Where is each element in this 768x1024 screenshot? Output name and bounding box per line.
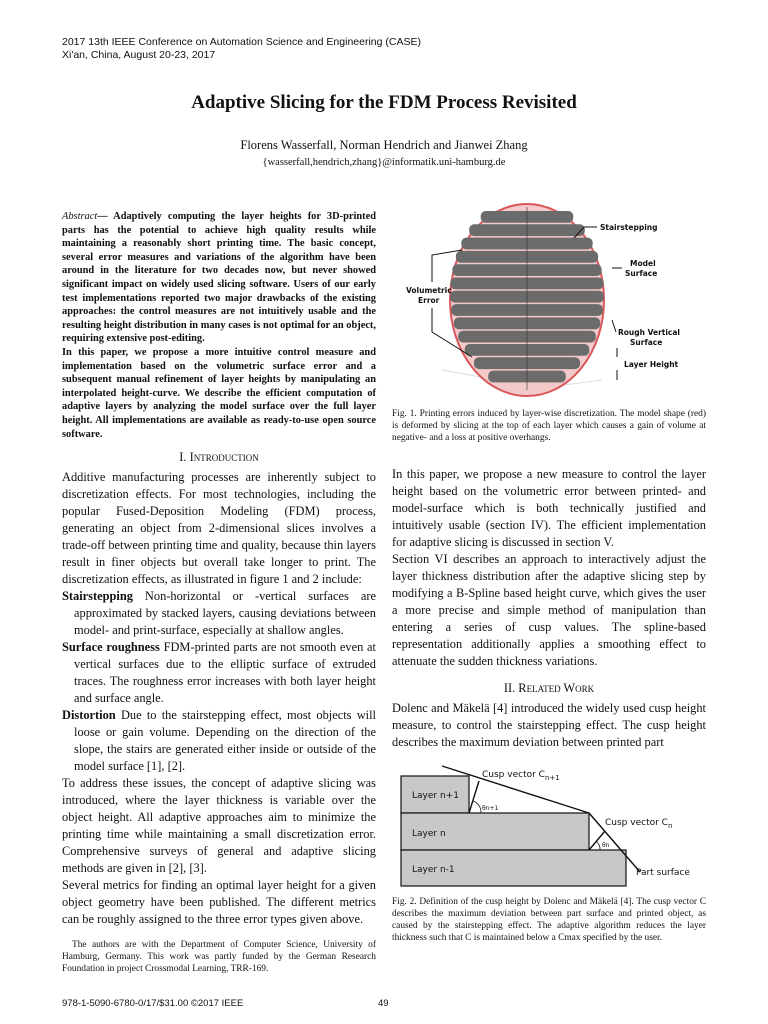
- def-distortion: [62, 707, 376, 775]
- label-cusp-n1: [482, 770, 560, 782]
- paper-title: Adaptive Slicing for the FDM Process Revisited: [191, 92, 577, 113]
- label-rough: Rough Vertical: [618, 328, 680, 337]
- label-surface: Surface: [625, 269, 658, 278]
- angle-arc-n1: [473, 801, 481, 813]
- term: Distortion: [62, 708, 116, 723]
- label-volumetric: Volumetric: [406, 286, 452, 295]
- term: Stairstepping: [62, 589, 133, 604]
- intro-heading: I. Introduction: [179, 450, 259, 465]
- abstract-p2: In this paper, we propose a more intuitive control measure and implementation based on the volumetric surface error and a subsequent manual refinement of layer heights by manipulating an interpolated height-curve. We describe the efficient computation of adaptive layers by analyzing the model surface over the full layer height. All implementations are available as ready-to-use open source software.: [62, 346, 376, 440]
- authors: Florens Wasserfall, Norman Hendrich and Jianwei Zhang: [240, 138, 528, 152]
- label-error: Error: [418, 296, 440, 305]
- cusp-vector-n1: [469, 781, 479, 813]
- right-p1: In this paper, we propose a new measure to control the layer height based on the volumetric error between printed- and model-surface which is both technically justified and intuitively usable (section IV). The efficient implementation for adaptive slicing is discussed in section V.: [392, 467, 706, 550]
- def-surface-roughness: [62, 639, 376, 707]
- intro-p3: Several metrics for finding an optimal layer height for a given object geometry have been published. The different metrics can be roughly assigned to the three error types given above.: [62, 878, 376, 927]
- conference-header: 2017 13th IEEE Conference on Automation Science and Engineering (CASE): [62, 36, 421, 48]
- def-stairstepping: [62, 588, 376, 639]
- label-model: Model: [630, 259, 656, 268]
- fig1-caption: Fig. 1. Printing errors induced by layer-wise discretization. The model shape (red) is deformed by slicing at the top of each layer which causes a gain of volume at negative- and a loss at positive overhangs.: [392, 409, 706, 443]
- intro-p2: To address these issues, the concept of adaptive slicing was introduced, where the layer thickness is variable over the object height. All adaptive approaches aim to minimize the printing time while maintaining a small discretization error. Comprehensive surveys of general and adaptive slicing methods are given in [2], [3].: [62, 776, 376, 876]
- conference-location: Xi'an, China, August 20-23, 2017: [62, 49, 216, 61]
- term: Surface roughness: [62, 640, 160, 655]
- label-layer-n: Layer n: [412, 829, 446, 840]
- right-column: [392, 180, 706, 945]
- fig2-caption: Fig. 2. Definition of the cusp height by Dolenc and Mäkelä [4]. The cusp vector C describes the maximum deviation between part surface and printed object, as caused by the stairstepping effect. The adaptive algorithm reduces the layer thickness such that C is maintained below a Cmax specified by the user.: [392, 897, 706, 943]
- angle-arc-n: [596, 841, 600, 850]
- left-column: [62, 210, 376, 975]
- label-cusp-n: [605, 818, 672, 830]
- label-theta-n1: θn+1: [482, 805, 499, 813]
- term-text: FDM-printed parts are not smooth even at vertical surfaces due to the elliptic surface of extruded traces. The roughness error increases with both layer height and surface angle.: [74, 640, 376, 706]
- label-layer-height: Layer Height: [624, 360, 679, 369]
- label-surface2: Surface: [630, 338, 663, 347]
- label-part-surface: Part surface: [636, 868, 690, 879]
- label-theta-n: θn: [602, 842, 610, 850]
- term-text: Due to the stairstepping effect, most objects will loose or gain volume. Depending on the direction of the slope, the stairs are generated either inside or outside of the model surface [1], [2].: [74, 708, 376, 774]
- label-stairstepping: Stairstepping: [600, 223, 658, 232]
- cusp-label-subscript: n: [667, 822, 673, 831]
- intro-p1: Additive manufacturing processes are inherently subject to discretization effects. For most technologies, including the popular Fused-Deposition Modeling (FDM) process, generating an object from 2-dimensional slices involves a trade-off between printing time and quality, because thin layers result in finer objects but overall take longer to print. The discretization effects, as illustrated in figure 1 and 2 include:: [62, 470, 376, 587]
- cusp-label-text: Cusp vector C: [482, 770, 545, 781]
- author-emails: {wasserfall,hendrich,zhang}@informatik.uni-hamburg.de: [262, 157, 506, 168]
- right-body: [392, 466, 706, 751]
- abstract-p1: — Adaptively computing the layer heights for 3D-printed parts has the potential to achieve high quality results while maintaining a reasonably short printing time. The basic concept, several error measures and variations of the algorithm have been around in the literature for two decades now, but never showed significant impact on widely used slicing software. Users of our early test implementations reported two major drawbacks of the existing approaches: the control measures are not intuitively usable and the resulting height distribution in many cases is not optimal for an object, requiring extensive post-editing.: [62, 211, 376, 345]
- figure-1: [392, 180, 706, 405]
- footnote: The authors are with the Department of Computer Science, University of Hamburg, Germany. This work was partly funded by the German Research Foundation in project Crossmodal Learning, TRR-169.: [62, 940, 376, 974]
- label-layer-n-1: Layer n-1: [412, 865, 455, 876]
- right-p2: Section VI describes an approach to interactively adjust the layer thickness distribution after the adaptive slicing step by modifying a B-Spline based height curve, which gives the user a more precise and simple method of manipulation than entering a series of cusp values. The spline-based representation additionally applies a smoothing effect to attenuate the sudden thickness variations.: [392, 552, 706, 669]
- abstract-label: Abstract: [62, 211, 98, 222]
- copyright-footer: 978-1-5090-6780-0/17/$31.00 ©2017 IEEE: [62, 998, 244, 1009]
- introduction: [62, 449, 376, 928]
- term-text: Non-horizontal or -vertical surfaces are approximated by stacked layers, causing deviations between model- and print-surface, especially at shallow angles.: [74, 589, 376, 638]
- cusp-label-text: Cusp vector C: [605, 818, 668, 829]
- right-p3: Dolenc and Mäkelä [4] introduced the widely used cusp height measure, to control the stairstepping effect. The cusp height describes the maximum deviation between printed part: [392, 701, 706, 750]
- page-number: 49: [378, 998, 389, 1009]
- abstract: [62, 210, 376, 441]
- figure-2: [390, 761, 720, 891]
- related-work-heading: II. Related Work: [503, 681, 595, 696]
- label-layer-n1: Layer n+1: [412, 791, 459, 802]
- cusp-label-subscript: n+1: [544, 774, 560, 783]
